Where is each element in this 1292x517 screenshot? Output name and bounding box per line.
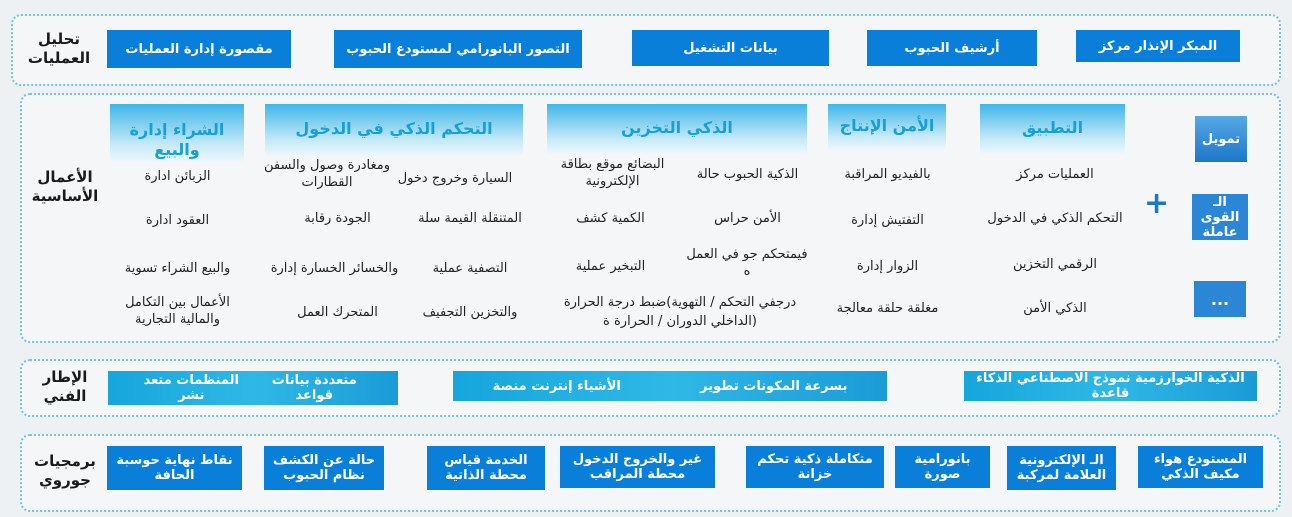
section-access-control-item: التصفية عملية [432, 261, 508, 276]
section-access-control-item: السيارة وخروج دخول [397, 171, 513, 186]
soft-button-smart-ac[interactable]: المستودع هواء مكيف الذكي [1138, 446, 1263, 488]
tech-button-ai-base[interactable]: الذكية الخوارزمية نموذج الاصطناعي الذكاء قاعدة [964, 371, 1257, 401]
soft-button-rfid[interactable]: الـ الإلكترونية العلامة لمركبة [1007, 446, 1116, 490]
core-row-label: الأعمال الأساسية [31, 168, 99, 205]
soft-button-grain-detection[interactable]: حالة عن الكشف نظام الحبوب [264, 446, 384, 490]
soft-button-gate-station[interactable]: غير والخروج الدخول محطة المراقب [560, 446, 715, 488]
tech-label-fast-dev: بسرعة المكونات تطوير [700, 378, 848, 394]
section-smart-storage-item: الكمية كشف [576, 211, 645, 226]
section-application-item: الرقمي التخزين [1012, 257, 1098, 272]
tech-label-multi-deploy: المنظمات متعد نشر [143, 373, 239, 403]
ops-button-ops-cockpit[interactable]: مقصورة إدارة العمليات [107, 30, 291, 68]
section-trade-item: الزبائن ادارة [144, 169, 211, 184]
workforce-button[interactable]: الـ القوى عاملة [1192, 194, 1248, 240]
tech-row-label: الإطار الفني [42, 368, 88, 405]
section-smart-storage-item: درجفي التحكم / التهوية)ضبط درجة الحرارة [563, 295, 797, 310]
more-button[interactable]: ... [1194, 281, 1246, 317]
tech-label-multi-db: متعددة بيانات قواعد [271, 373, 357, 403]
section-application-item: التحكم الذكي في الدخول [987, 211, 1123, 226]
section-access-control-item: والخسائر الخسارة إدارة [270, 261, 399, 276]
section-production-security-title: الأمن الإنتاج [828, 104, 946, 150]
soft-button-self-service[interactable]: الخدمة قياس محطة الذاتية [427, 446, 545, 490]
section-production-security-item: مغلقة حلقة معالجة [836, 301, 939, 316]
section-application-item: الذكي الأمن [1023, 301, 1087, 316]
section-smart-storage-item: الأمن حراس [714, 211, 781, 226]
tech-button-databases[interactable] [108, 371, 398, 405]
ops-button-grain-archive[interactable]: أرشيف الحبوب [867, 30, 1037, 66]
finance-button[interactable]: تمويل [1195, 116, 1247, 162]
ops-row-label: تحليل العمليات [27, 30, 91, 67]
section-smart-storage-item: البضائع موقع بطاقة الإلكترونية [560, 157, 665, 189]
section-access-control-item: المتحرك العمل [297, 305, 378, 320]
tech-button-iot-platform[interactable] [453, 371, 887, 401]
section-access-control-title: التحكم الذكي في الدخول [265, 104, 523, 156]
section-production-security-item: بالفيديو المراقبة [844, 167, 931, 182]
tech-label-iot: الأشياء إنترنت منصة [492, 378, 621, 394]
soft-button-panorama-image[interactable]: بانورامية صورة [895, 446, 990, 488]
section-trade-title: الشراء إدارة والبيع [110, 104, 244, 162]
plus-icon: + [1144, 186, 1170, 221]
section-smart-storage-title: الذكي التخزين [547, 104, 807, 154]
section-access-control-item: المتنقلة القيمة سلة [418, 211, 522, 226]
section-production-security-item: الزوار إدارة [856, 259, 919, 274]
section-trade-item: العقود ادارة [145, 213, 210, 228]
section-access-control-item: الجودة رقابة [304, 211, 371, 226]
section-smart-storage-item: فيمتحكم جو في العمل ه [686, 247, 808, 279]
section-application-title: التطبيق [980, 104, 1125, 154]
section-access-control-item: ومغادرة وصول والسفن القطارات [263, 158, 390, 190]
section-smart-storage-item: الذكية الحبوب حالة [696, 167, 799, 182]
section-smart-storage-item: (الداخلي الدوران / الحرارة ة [603, 314, 757, 329]
section-production-security-item: التفتيش إدارة [851, 213, 924, 228]
ops-button-operation-data[interactable]: بيانات التشغيل [632, 30, 829, 66]
section-application-item: العمليات مركز [1016, 167, 1094, 182]
soft-row-label: برمجيات جوروي [34, 452, 96, 489]
section-trade-item: الأعمال بين التكامل والمالية التجارية [125, 295, 230, 327]
ops-button-panorama[interactable]: التصور البانورامي لمستودع الحبوب [334, 30, 582, 68]
section-smart-storage-item: التبخير عملية [575, 259, 646, 274]
ops-button-early-warning[interactable]: المبكر الإنذار مركز [1076, 30, 1240, 62]
section-trade-item: والبيع الشراء تسوية [124, 261, 231, 276]
soft-button-edge-computing[interactable]: نقاط نهاية حوسبة الحافة [107, 446, 242, 490]
soft-button-smart-cabinet[interactable]: متكاملة ذكية تحكم خزانة [746, 446, 884, 488]
section-access-control-item: والتخزين التجفيف [422, 305, 518, 320]
